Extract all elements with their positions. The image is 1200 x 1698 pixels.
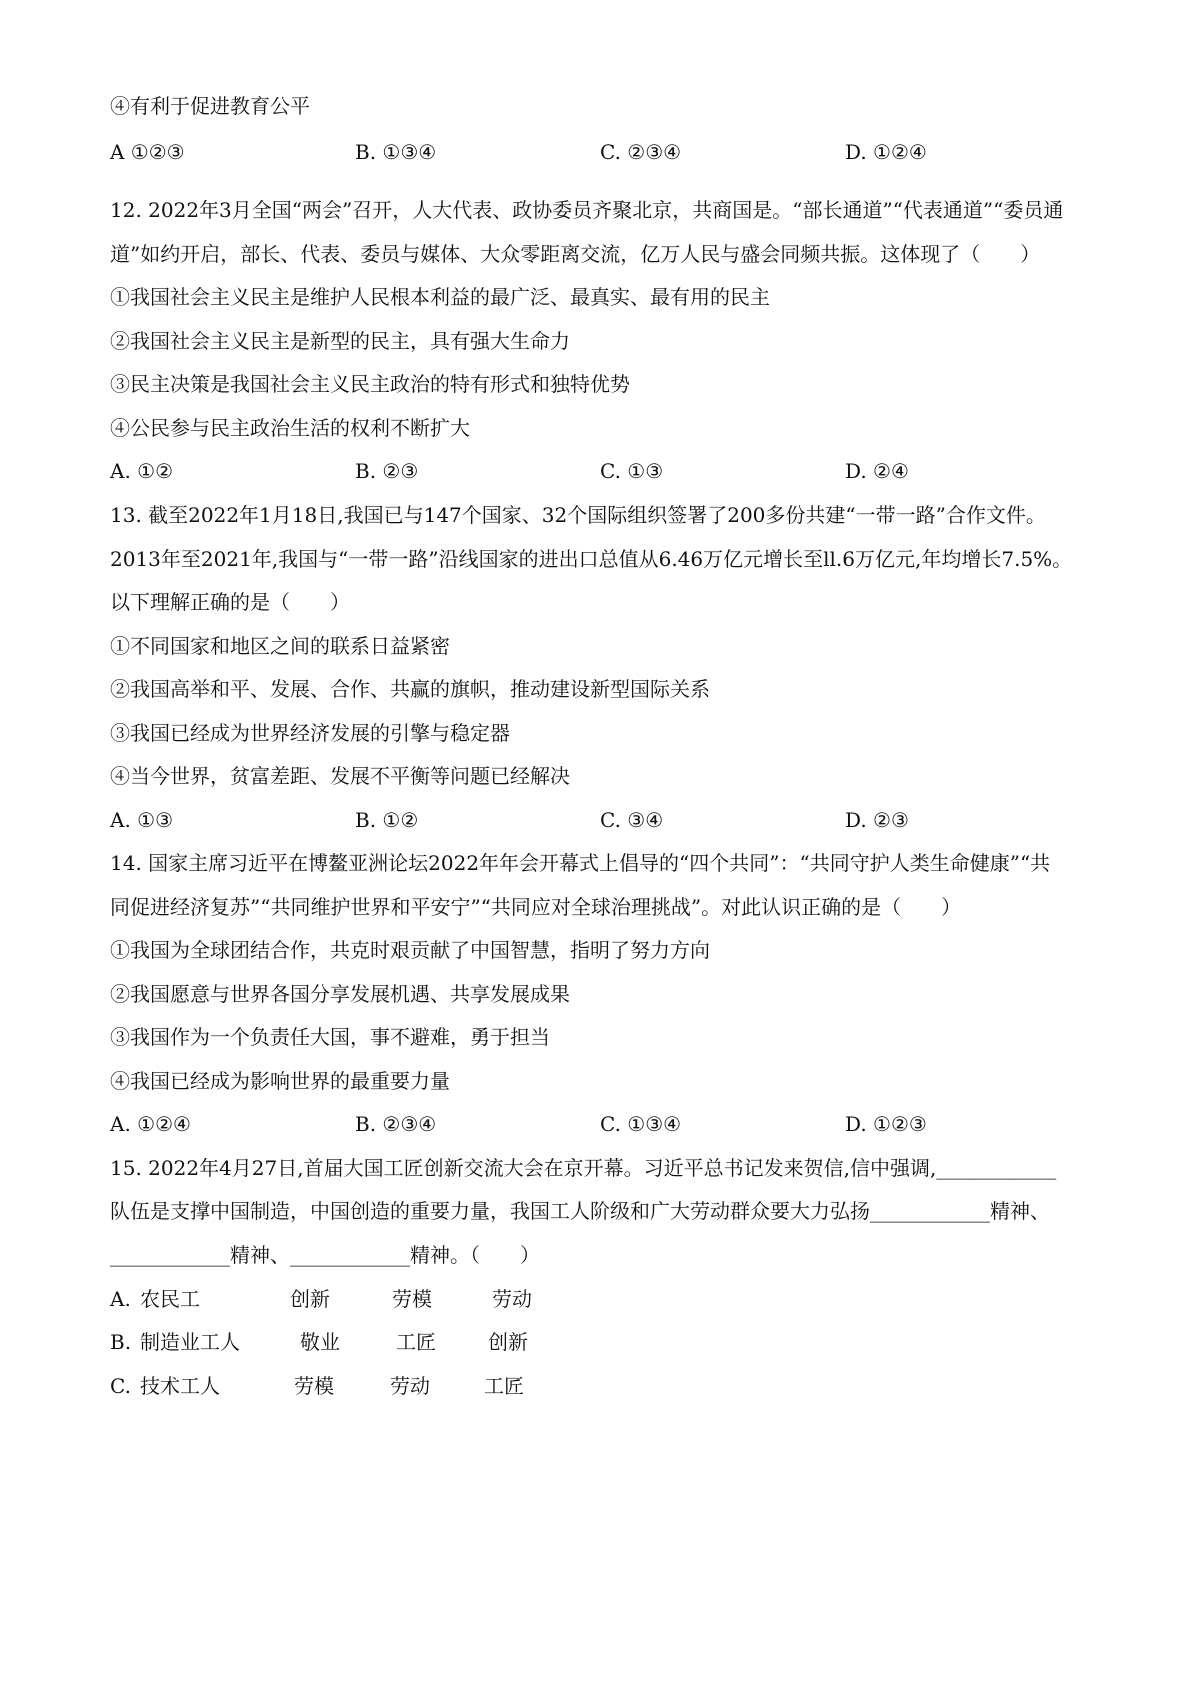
q15-option-a-blank-1: 农民工: [140, 1287, 200, 1311]
q15-option-b-blank-4: 创新: [488, 1330, 528, 1354]
q13-item-2: ②我国高举和平、发展、合作、共赢的旗帜，推动建设新型国际关系: [110, 677, 710, 701]
q15-option-b-blank-3: 工匠: [396, 1330, 436, 1354]
q13-item-1: ①不同国家和地区之间的联系日益紧密: [110, 634, 450, 658]
q15-stem-line-3: ____________精神、____________精神。（ ）: [110, 1243, 540, 1267]
q13-item-4: ④当今世界，贫富差距、发展不平衡等问题已经解决: [110, 764, 570, 788]
q15-option-c-blank-1: 技术工人: [140, 1374, 220, 1398]
q14-option-a[interactable]: A. ①②④: [110, 1112, 191, 1136]
q15-option-c-blank-2: 劳模: [294, 1374, 334, 1398]
q14-item-2: ②我国愿意与世界各国分享发展机遇、共享发展成果: [110, 982, 570, 1006]
q14-item-4: ④我国已经成为影响世界的最重要力量: [110, 1069, 450, 1093]
q12-option-b[interactable]: B. ②③: [355, 459, 419, 483]
q15-option-b-blank-1: 制造业工人: [140, 1330, 240, 1354]
q13-option-b[interactable]: B. ①②: [355, 808, 419, 832]
q14-option-c[interactable]: C. ①③④: [600, 1112, 682, 1136]
q12-item-2: ②我国社会主义民主是新型的民主，具有强大生命力: [110, 329, 570, 353]
q12-option-a[interactable]: A. ①②: [110, 459, 174, 483]
q15-option-c-blank-4: 工匠: [484, 1374, 524, 1398]
q13-option-a[interactable]: A. ①③: [110, 808, 174, 832]
q14-option-d[interactable]: D. ①②③: [845, 1112, 927, 1136]
q13-item-3: ③我国已经成为世界经济发展的引擎与稳定器: [110, 721, 510, 745]
q15-option-b[interactable]: [110, 1329, 528, 1355]
q14-option-b[interactable]: B. ②③④: [355, 1112, 437, 1136]
q14-stem-line-2: 同促进经济复苏”“共同维护世界和平安宁”“共同应对全球治理挑战”。对此认识正确的是（ ）: [110, 895, 962, 919]
q11-item-4: ④有利于促进教育公平: [110, 94, 310, 118]
q12-item-1: ①我国社会主义民主是维护人民根本利益的最广泛、最真实、最有用的民主: [110, 285, 770, 309]
q12-item-4: ④公民参与民主政治生活的权利不断扩大: [110, 416, 470, 440]
q14-item-3: ③我国作为一个负责任大国，事不避难，勇于担当: [110, 1025, 550, 1049]
q15-option-b-letter: B.: [110, 1330, 132, 1354]
q15-option-a-blank-4: 劳动: [492, 1287, 532, 1311]
q12-option-d[interactable]: D. ②④: [845, 459, 909, 483]
q14-item-1: ①我国为全球团结合作，共克时艰贡献了中国智慧，指明了努力方向: [110, 938, 710, 962]
q11-option-c[interactable]: C. ②③④: [600, 140, 682, 164]
q14-stem-line-1: 14. 国家主席习近平在博鳌亚洲论坛2022年年会开幕式上倡导的“四个共同”：“共同守护人类生命健康”“共: [110, 851, 1051, 875]
q13-stem-line-2: 2013年至2021年,我国与“一带一路”沿线国家的进出口总值从6.46万亿元增长至ll.6万亿元,年均增长7.5%。: [110, 547, 1073, 571]
q13-stem-line-3: 以下理解正确的是（ ）: [110, 590, 350, 614]
q15-option-c-blank-3: 劳动: [390, 1374, 430, 1398]
q15-option-a-blank-2: 创新: [290, 1287, 330, 1311]
q12-item-3: ③民主决策是我国社会主义民主政治的特有形式和独特优势: [110, 372, 630, 396]
q12-stem-line-2: 道”如约开启，部长、代表、委员与媒体、大众零距离交流，亿万人民与盛会同频共振。这体现了（ ）: [110, 242, 1041, 266]
q15-option-a[interactable]: [110, 1286, 532, 1312]
q11-option-d[interactable]: D. ①②④: [845, 140, 927, 164]
q15-stem-line-1: 15. 2022年4月27日,首届大国工匠创新交流大会在京开幕。习近平总书记发来贺信,信中强调,____________: [110, 1156, 1057, 1180]
q15-option-a-blank-3: 劳模: [392, 1287, 432, 1311]
q11-option-a[interactable]: A ①②③: [110, 140, 185, 164]
q12-stem-line-1: 12. 2022年3月全国“两会”召开，人大代表、政协委员齐聚北京，共商国是。“部长通道”“代表通道”“委员通: [110, 198, 1064, 222]
q15-stem-line-2: 队伍是支撑中国制造，中国创造的重要力量，我国工人阶级和广大劳动群众要大力弘扬____________精神、: [110, 1199, 1050, 1223]
q15-option-c[interactable]: [110, 1373, 524, 1399]
q15-option-c-letter: C.: [110, 1374, 131, 1398]
q12-option-c[interactable]: C. ①③: [600, 459, 664, 483]
q11-option-b[interactable]: B. ①③④: [355, 140, 437, 164]
q15-option-a-letter: A.: [110, 1287, 131, 1311]
q15-option-b-blank-2: 敬业: [300, 1330, 340, 1354]
q13-option-d[interactable]: D. ②③: [845, 808, 909, 832]
q13-option-c[interactable]: C. ③④: [600, 808, 664, 832]
q13-stem-line-1: 13. 截至2022年1月18日,我国已与147个国家、32个国际组织签署了200多份共建“一带一路”合作文件。: [110, 503, 1046, 527]
